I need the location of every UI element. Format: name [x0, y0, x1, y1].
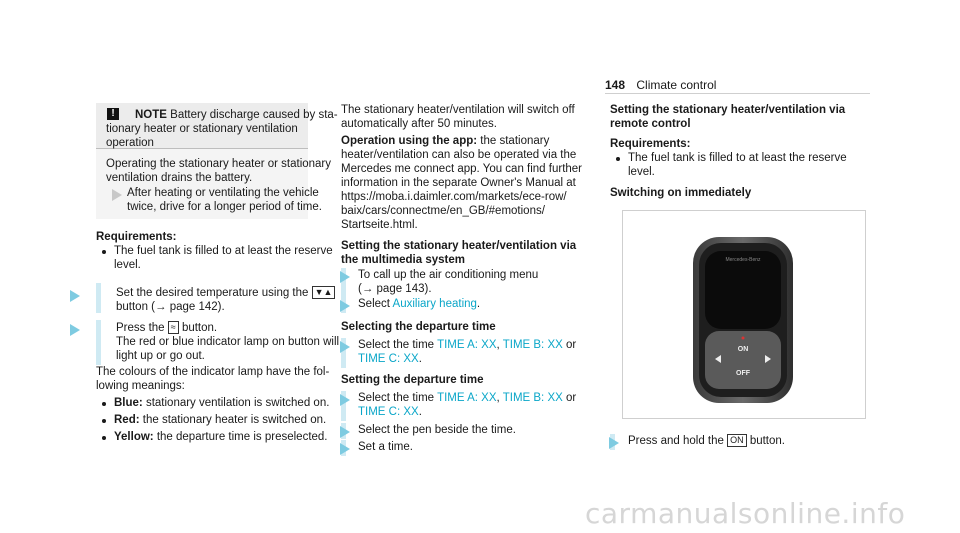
note-step-line1: After heating or ventilating the vehicle [127, 187, 319, 199]
switching-on-heading: Switching on immediately [610, 187, 752, 199]
auto-off-line1: The stationary heater/ventilation will switch off [341, 104, 575, 116]
app-line3: Mercedes me connect app. You can find further [341, 163, 583, 175]
period: . [476, 298, 481, 310]
press-hold-text: Press and hold the [628, 435, 724, 447]
step-press-line2: The red or blue indicator lamp on button will [116, 336, 340, 348]
remote-requirement-line1: The fuel tank is filled to at least the reserve [628, 152, 847, 164]
requirement-line1: The fuel tank is filled to at least the reserve [114, 245, 333, 257]
note-body-line2: ventilation drains the battery. [106, 172, 253, 184]
remote-requirement-line2: level. [628, 166, 655, 178]
bullet-icon [102, 250, 106, 254]
note-body-line1: Operating the stationary heater or stationary [106, 158, 332, 170]
note-title-line3: operation [106, 137, 154, 149]
time-a-label: TIME A: XX [437, 339, 497, 351]
colour-red-text: the stationary heater is switched on. [142, 414, 327, 426]
period: . [418, 406, 422, 418]
time-b-label: TIME B: XX [502, 339, 563, 351]
remote-control-illustration [623, 211, 865, 418]
requirement-line2: level. [114, 259, 141, 271]
time-c-label: TIME C: XX [358, 353, 419, 365]
step-arrow-icon [340, 271, 350, 283]
page-header [605, 78, 716, 92]
app-line2: heater/ventilation can also be operated via the [341, 149, 577, 161]
press-hold-text-end: button. [749, 435, 785, 447]
bullet-icon [102, 402, 106, 406]
step-arrow-icon [340, 443, 350, 455]
comma: , [496, 392, 500, 404]
header-divider [605, 93, 870, 94]
app-text: the stationary [480, 135, 550, 147]
step-pen: Select the pen beside the time. [358, 424, 516, 436]
auto-off-line2: automatically after 50 minutes. [341, 118, 497, 130]
note-title [135, 108, 338, 122]
temperature-rocker-icon: ▼▲ [312, 286, 336, 299]
multimedia-heading-line2: the multimedia system [341, 254, 465, 266]
step-bar [96, 320, 101, 365]
press-hold-step [628, 434, 785, 448]
warning-icon: ! [107, 108, 119, 120]
app-url-line3: Startseite.html. [341, 219, 418, 231]
step-arrow-icon [340, 300, 350, 312]
colour-red [114, 413, 326, 427]
period: . [418, 353, 422, 365]
step-arrow-icon [70, 290, 80, 302]
setting-departure-heading: Setting the departure time [341, 374, 484, 386]
colour-yellow-text: the departure time is preselected. [156, 431, 328, 443]
note-step-line2: twice, drive for a longer period of time. [127, 201, 322, 213]
selecting-departure-heading: Selecting the departure time [341, 321, 496, 333]
app-url-line1: https://moba.i.daimler.com/markets/ece-row/ [341, 191, 567, 203]
app-url-line2: baix/cars/connectme/en_GB/#emotions/ [341, 205, 545, 217]
watermark: carmanualsonline.info [585, 497, 906, 530]
remote-on-label: ON [737, 346, 749, 353]
colour-blue-label: Blue: [114, 397, 143, 409]
select-time-line2 [358, 352, 422, 366]
remote-brand-text: Mercedes-Benz [725, 257, 761, 263]
heater-button-icon: ≈ [168, 321, 179, 334]
step-press-text-end: button. [181, 322, 218, 334]
step-bar [96, 283, 101, 313]
note-title-line1: Battery discharge caused by sta- [170, 109, 338, 121]
time-b-label: TIME B: XX [502, 392, 563, 404]
indicator-lamp-icon [742, 337, 745, 340]
time-a-label: TIME A: XX [437, 392, 497, 404]
step-menu-line2: (→ page 143). [358, 283, 432, 295]
colour-red-label: Red: [114, 414, 140, 426]
step-select-text: Select [358, 298, 390, 310]
select-time-text: Select the time [358, 392, 435, 404]
colour-blue [114, 396, 329, 410]
comma: , [496, 339, 500, 351]
step-set-time: Set a time. [358, 441, 413, 453]
remote-heading-line2: remote control [610, 118, 691, 130]
colour-yellow [114, 430, 328, 444]
bullet-icon [616, 157, 620, 161]
select-time-line1 [358, 338, 576, 352]
app-line4: information in the separate Owner's Manual at [341, 177, 576, 189]
colours-line1: The colours of the indicator lamp have the fol- [96, 366, 330, 378]
set-time-select-line1 [358, 391, 576, 405]
colours-line2: lowing meanings: [96, 380, 185, 392]
note-label: NOTE [135, 109, 167, 121]
multimedia-heading-line1: Setting the stationary heater/ventilation via [341, 240, 577, 252]
remote-control-image [622, 210, 866, 419]
step-arrow-icon [340, 341, 350, 353]
step-arrow-icon [112, 189, 122, 201]
requirements-heading: Requirements: [96, 231, 177, 243]
step-menu-line1: To call up the air conditioning menu [358, 269, 539, 281]
step-arrow-icon [340, 394, 350, 406]
or-text: or [566, 392, 577, 404]
remote-requirements-heading: Requirements: [610, 138, 691, 150]
remote-heading-line1: Setting the stationary heater/ventilation via [610, 104, 846, 116]
page-number: 148 [605, 78, 626, 92]
step-arrow-icon [609, 437, 619, 449]
remote-off-label: OFF [736, 370, 750, 377]
section-title: Climate control [636, 78, 717, 92]
colour-yellow-label: Yellow: [114, 431, 154, 443]
step-arrow-icon [340, 426, 350, 438]
note-title-line2: tionary heater or stationary ventilation [106, 123, 298, 135]
step-press-text: Press the [116, 322, 165, 334]
step-temperature-line1 [116, 286, 335, 300]
step-temperature-text: Set the desired temperature using the [116, 287, 309, 299]
step-press-line3: light up or go out. [116, 350, 205, 362]
app-line1 [341, 134, 549, 148]
step-arrow-icon [70, 324, 80, 336]
auxiliary-heating-link: Auxiliary heating [392, 298, 477, 310]
select-time-text: Select the time [358, 339, 435, 351]
step-press-line1 [116, 321, 217, 335]
on-key-icon: ON [727, 434, 747, 447]
time-c-label: TIME C: XX [358, 406, 419, 418]
app-label: Operation using the app: [341, 135, 478, 147]
step-select-auxiliary [358, 297, 480, 311]
step-temperature-line2: button (→ page 142). [116, 301, 225, 313]
set-time-select-line2 [358, 405, 422, 419]
or-text: or [566, 339, 577, 351]
bullet-icon [102, 436, 106, 440]
bullet-icon [102, 419, 106, 423]
colour-blue-text: stationary ventilation is switched on. [145, 397, 330, 409]
